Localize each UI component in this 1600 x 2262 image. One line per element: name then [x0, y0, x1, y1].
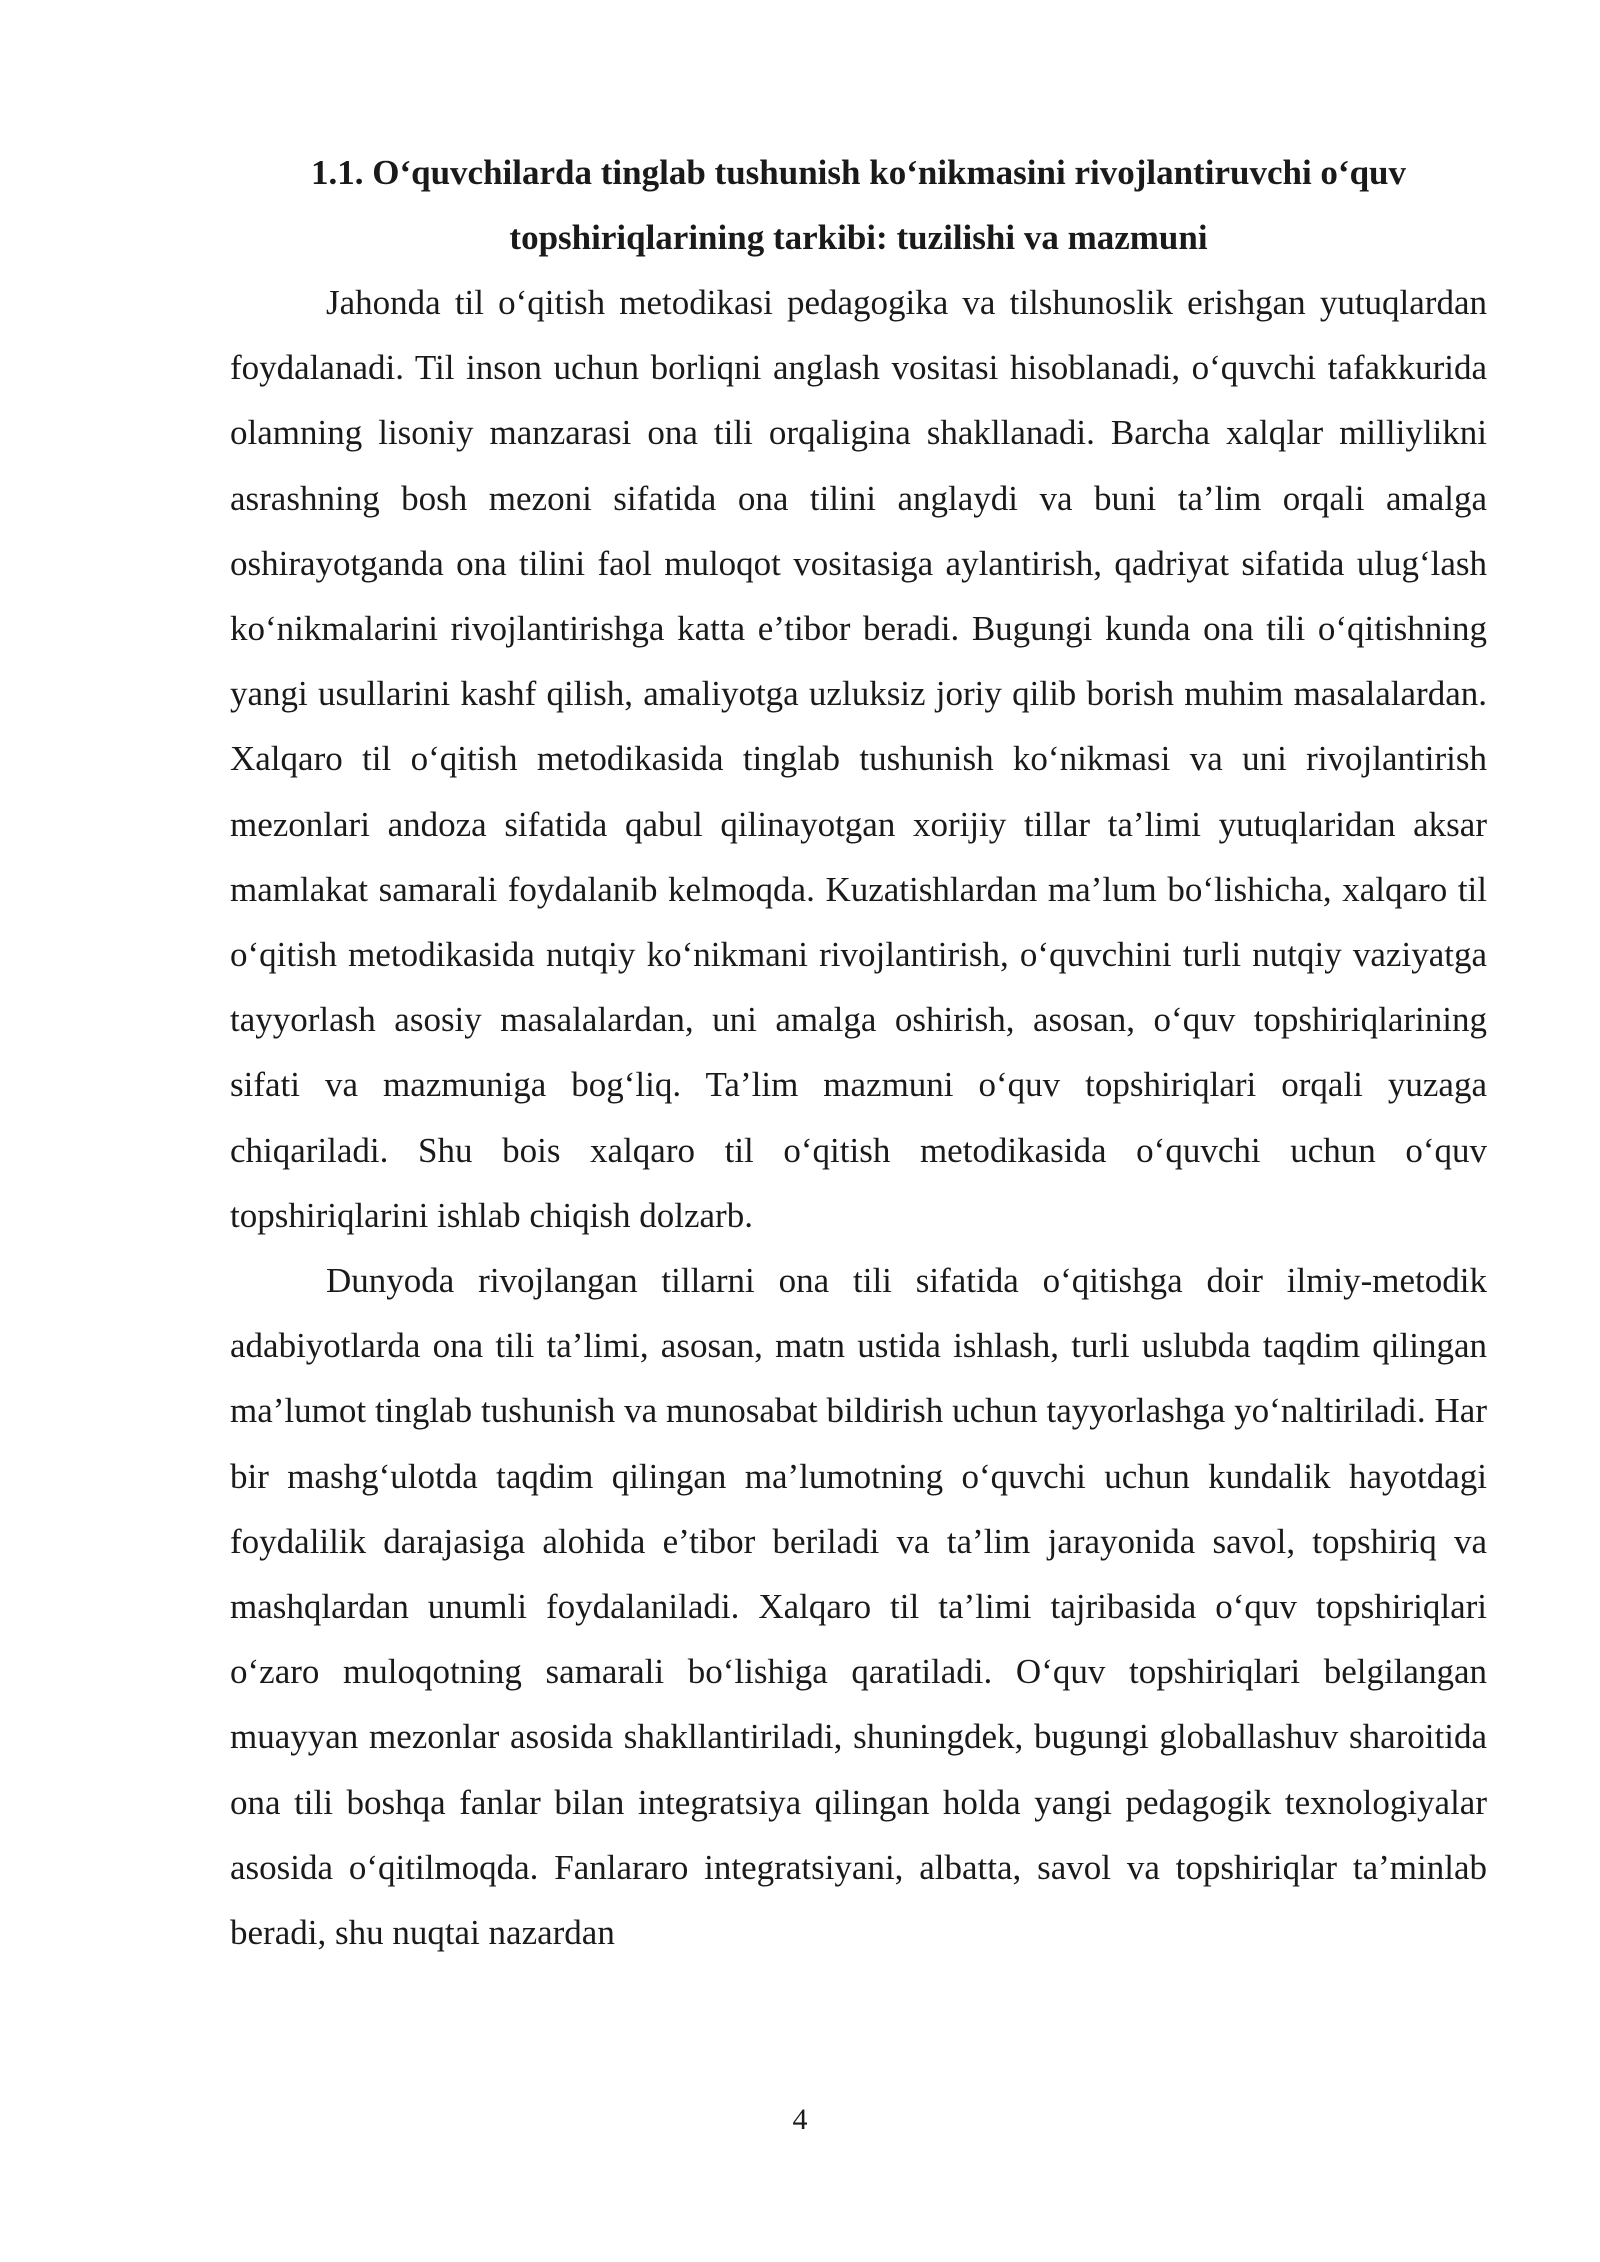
section-heading [230, 140, 1487, 270]
page-number: 4 [792, 2103, 808, 2136]
page-content [230, 140, 1487, 1965]
paragraph-1: Jahonda til oʻqitish metodikasi pedagogika va tilshunoslik erishgan yutuqlardan foydalanadi. Til inson uchun borliqni anglash vositasi hisoblanadi, oʻquvchi tafakkurida olamning lisoniy manzarasi ona tili orqaligina shakllanadi. Barcha xalqlar milliylikni asrashning bosh mezoni sifatida ona tilini anglaydi va buni ta’lim orqali amalga oshirayotganda ona tilini faol muloqot vositasiga aylantirish, qadriyat sifatida ulugʻlash koʻnikmalarini rivojlantirishga katta e’tibor beradi. Bugungi kunda ona tili oʻqitishning yangi usullarini kashf qilish, amaliyotga uzluksiz joriy qilib borish muhim masalalardan. Xalqaro til oʻqitish metodikasida tinglab tushunish koʻnikmasi va uni rivojlantirish mezonlari andoza sifatida qabul qilinayotgan xorijiy tillar ta’limi yutuqlaridan aksar mamlakat samarali foydalanib kelmoqda. Kuzatishlardan ma’lum boʻlishicha, xalqaro til oʻqitish metodikasida nutqiy koʻnikmani rivojlantirish, oʻquvchini turli nutqiy vaziyatga tayyorlash asosiy masalalardan, uni amalga oshirish, asosan, oʻquv topshiriqlarining sifati va mazmuniga bogʻliq. Ta’lim mazmuni oʻquv topshiriqlari orqali yuzaga chiqariladi. Shu bois xalqaro til oʻqitish metodikasida oʻquvchi uchun oʻquv topshiriqlarini ishlab chiqish dolzarb. [230, 283, 1487, 1235]
section-heading-line-1: 1.1. Oʻquvchilarda tinglab tushunish koʻnikmasini rivojlantiruvchi oʻquv [311, 153, 1406, 192]
paragraph-2: Dunyoda rivojlangan tillarni ona tili sifatida oʻqitishga doir ilmiy-metodik adabiyotlarda ona tili ta’limi, asosan, matn ustida ishlash, turli uslubda taqdim qilingan ma’lumot tinglab tushunish va munosabat bildirish uchun tayyorlashga yoʻnaltiriladi. Har bir mashgʻulotda taqdim qilingan ma’lumotning oʻquvchi uchun kundalik hayotdagi foydalilik darajasiga alohida e’tibor beriladi va ta’lim jarayonida savol, topshiriq va mashqlardan unumli foydalaniladi. Xalqaro til ta’limi tajribasida oʻquv topshiriqlari oʻzaro muloqotning samarali boʻlishiga qaratiladi. Oʻquv topshiriqlari belgilangan muayyan mezonlar asosida shakllantiriladi, shuningdek, bugungi globallashuv sharoitida ona tili boshqa fanlar bilan integratsiya qilingan holda yangi pedagogik texnologiyalar asosida oʻqitilmoqda. Fanlararo integratsiyani, albatta, savol va topshiriqlar ta’minlab beradi, shu nuqtai nazardan [230, 1261, 1487, 1953]
section-heading-line-2: topshiriqlarining tarkibi: tuzilishi va mazmuni [509, 218, 1208, 257]
